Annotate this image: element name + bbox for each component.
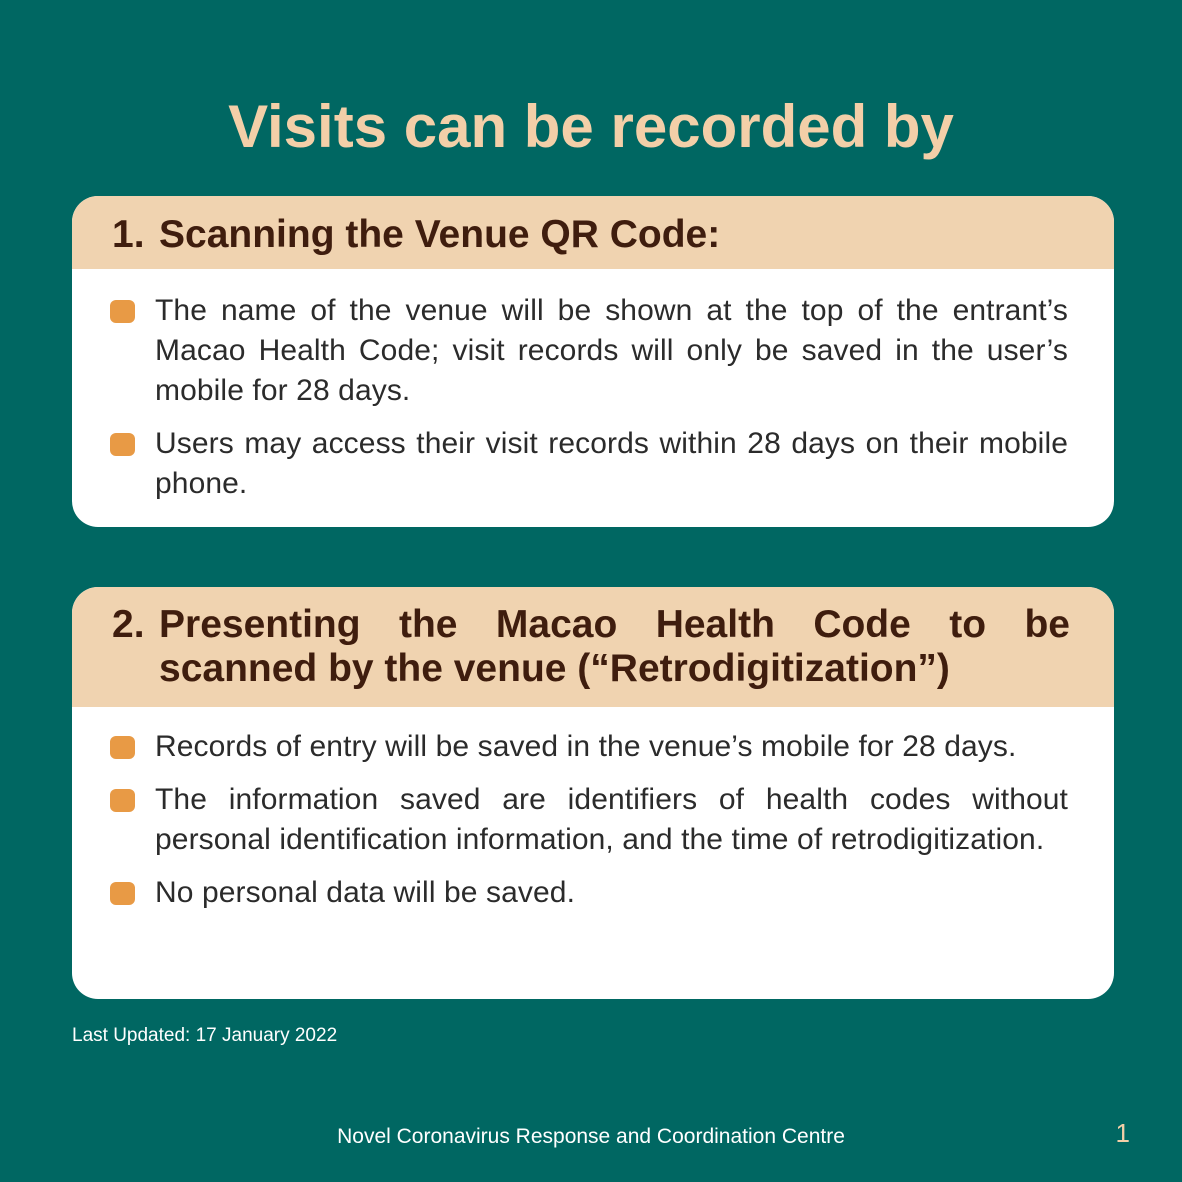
bullet-text: The information saved are identifiers of health codes without personal identification information, and the time of retrodigitization. — [155, 783, 1068, 856]
list-item — [110, 291, 1068, 411]
last-updated-note: Last Updated: 17 January 2022 — [72, 1025, 338, 1046]
bullet-text: Users may access their visit records within 28 days on their mobile phone. — [155, 427, 1068, 500]
bullet-marker-icon — [110, 300, 135, 323]
footer-organization: Novel Coronavirus Response and Coordination Centre — [337, 1125, 845, 1148]
bullet-text: Records of entry will be saved in the venue’s mobile for 28 days. — [155, 730, 1017, 763]
bullet-list — [72, 269, 1114, 504]
bullet-marker-icon — [110, 882, 135, 905]
page-title: Visits can be recorded by — [228, 93, 954, 160]
section-card-qr-scan — [72, 196, 1114, 527]
section-header — [72, 587, 1114, 707]
section-header — [72, 196, 1114, 269]
list-item — [110, 873, 1068, 913]
list-item — [110, 424, 1068, 504]
section-card-retrodigitization — [72, 587, 1114, 999]
bullet-marker-icon — [110, 789, 135, 812]
section-number: 2. — [112, 603, 145, 646]
section-heading: Scanning the Venue QR Code: — [159, 213, 721, 256]
bullet-text: The name of the venue will be shown at the top of the entrant’s Macao Health Code; visit records will only be saved in the user’s mobile for 28 days. — [155, 294, 1068, 407]
bullet-text: No personal data will be saved. — [155, 876, 576, 909]
page-number: 1 — [1115, 1118, 1130, 1148]
bullet-list — [72, 707, 1114, 913]
bullet-marker-icon — [110, 736, 135, 759]
section-heading: Presenting the Macao Health Code to be scanned by the venue (“Retrodigitization”) — [159, 603, 1070, 690]
bullet-marker-icon — [110, 433, 135, 456]
list-item — [110, 727, 1068, 767]
section-number: 1. — [112, 213, 145, 256]
list-item — [110, 780, 1068, 860]
